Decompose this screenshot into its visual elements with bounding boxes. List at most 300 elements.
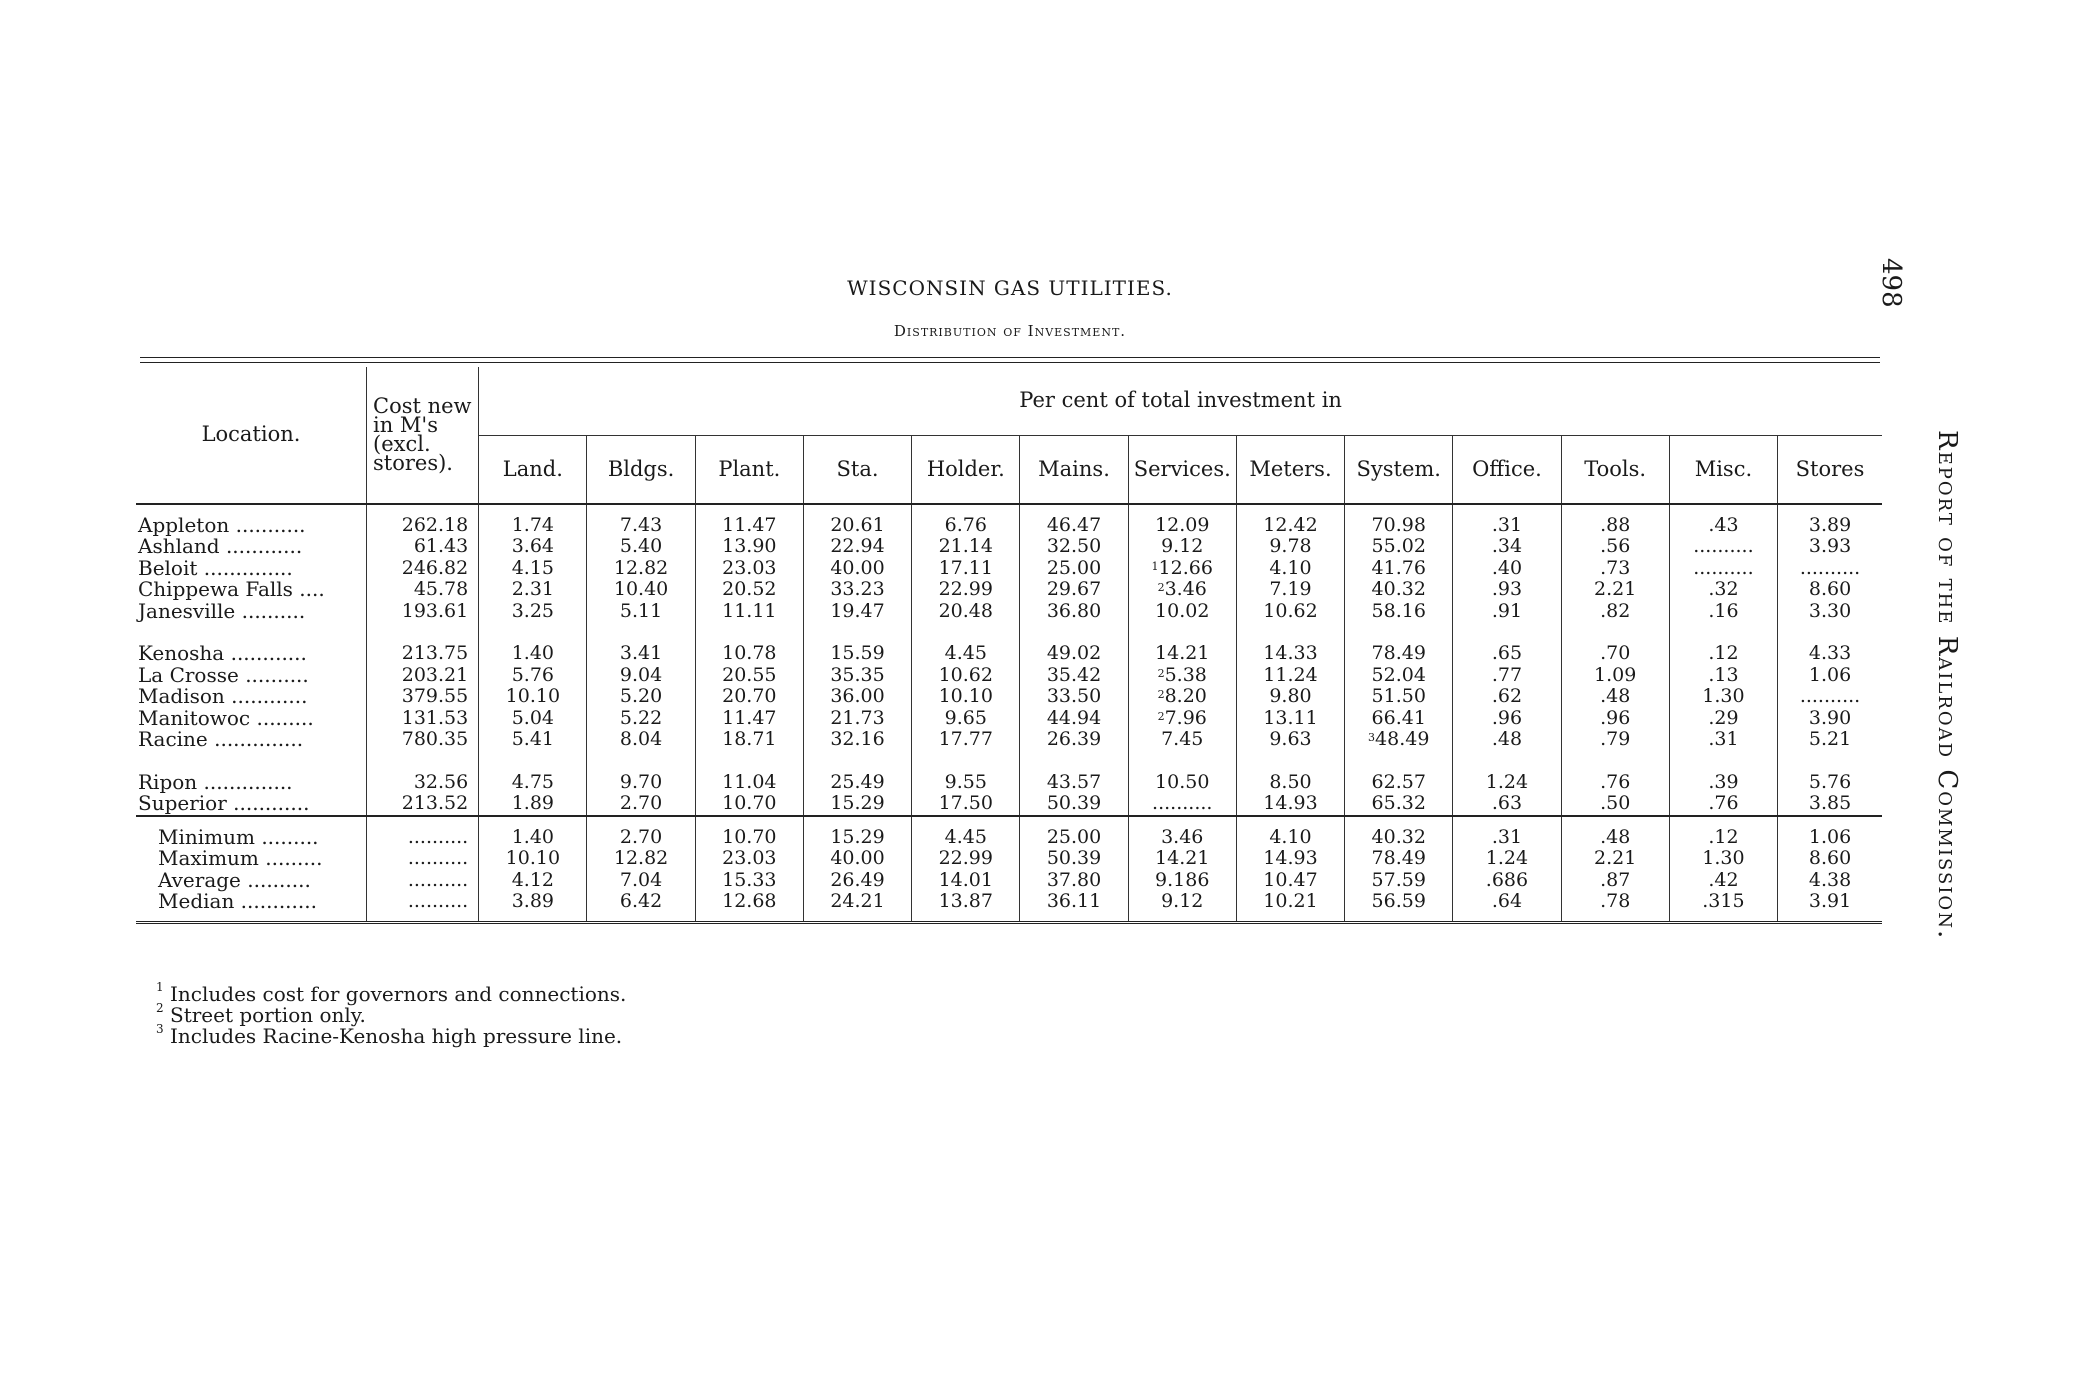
row-value: 14.01 [912, 870, 1020, 892]
row-value: .43 [1669, 515, 1777, 537]
row-value: 32.16 [803, 729, 911, 751]
row-cost: 379.55 [367, 686, 479, 708]
row-value: .64 [1453, 891, 1561, 913]
row-value: .91 [1453, 601, 1561, 623]
row-value: 2.21 [1561, 579, 1669, 601]
row-value: 43.57 [1020, 772, 1128, 794]
footnote-text: Includes cost for governors and connections. [170, 982, 627, 1006]
footnote-mark: 1 [156, 980, 164, 994]
row-value: 35.42 [1020, 665, 1128, 687]
row-value: 46.47 [1020, 515, 1128, 537]
cost-header-line: Cost new [373, 393, 472, 418]
row-value: .63 [1453, 793, 1561, 816]
row-value: .76 [1669, 793, 1777, 816]
row-value: 11.11 [695, 601, 803, 623]
row-value: 15.33 [695, 870, 803, 892]
row-value: 10.78 [695, 643, 803, 665]
row-value: .......... [1669, 558, 1777, 580]
column-header: Tools. [1561, 436, 1669, 504]
table-row [136, 536, 1882, 558]
row-value: 62.57 [1345, 772, 1453, 794]
row-value: 4.10 [1236, 827, 1344, 849]
row-value: 22.99 [912, 579, 1020, 601]
page-number: 498 [1876, 258, 1906, 308]
row-value: 66.41 [1345, 708, 1453, 730]
row-value: .39 [1669, 772, 1777, 794]
value-text: 5.38 [1164, 663, 1207, 686]
row-value: 26.49 [803, 870, 911, 892]
row-value: .16 [1669, 601, 1777, 623]
row-value: 32.50 [1020, 536, 1128, 558]
row-value: 13.90 [695, 536, 803, 558]
row-value: 1.09 [1561, 665, 1669, 687]
column-header: Sta. [803, 436, 911, 504]
table-row [136, 870, 1882, 892]
row-value: 11.24 [1236, 665, 1344, 687]
row-value: .56 [1561, 536, 1669, 558]
row-location: Racine .............. [138, 727, 304, 751]
row-value [1128, 558, 1236, 580]
cost-header [367, 367, 479, 504]
row-value: 13.11 [1236, 708, 1344, 730]
row-value: 65.32 [1345, 793, 1453, 816]
footnote-text: Includes Racine-Kenosha high pressure line. [170, 1024, 623, 1048]
column-header: System. [1345, 436, 1453, 504]
row-value: 10.10 [479, 848, 587, 870]
column-header: Bldgs. [587, 436, 695, 504]
row-value: 78.49 [1345, 848, 1453, 870]
footnote [156, 1024, 622, 1048]
row-value: 7.45 [1128, 729, 1236, 751]
row-value: 4.38 [1778, 870, 1882, 892]
row-value: 40.32 [1345, 827, 1453, 849]
row-value: 56.59 [1345, 891, 1453, 913]
row-value: .12 [1669, 643, 1777, 665]
row-value: .40 [1453, 558, 1561, 580]
row-value: 1.24 [1453, 848, 1561, 870]
row-value: 13.87 [912, 891, 1020, 913]
running-head: Report of the Railroad Commission. [1932, 430, 1962, 941]
row-cost: 193.61 [367, 601, 479, 623]
row-value: 10.47 [1236, 870, 1344, 892]
row-value: 3.25 [479, 601, 587, 623]
row-value: .29 [1669, 708, 1777, 730]
row-value: 14.93 [1236, 793, 1344, 816]
row-value: 35.35 [803, 665, 911, 687]
row-value: 50.39 [1020, 848, 1128, 870]
row-value: .48 [1561, 686, 1669, 708]
row-value: 36.11 [1020, 891, 1128, 913]
row-value: .65 [1453, 643, 1561, 665]
row-location: Average .......... [158, 867, 311, 892]
table-row [136, 708, 1882, 730]
row-value: 10.62 [1236, 601, 1344, 623]
row-value: 10.10 [912, 686, 1020, 708]
row-value: .315 [1669, 891, 1777, 913]
row-cost: 45.78 [367, 579, 479, 601]
row-value: 1.89 [479, 793, 587, 816]
row-value: 20.55 [695, 665, 803, 687]
cost-header-line: (excl. [373, 431, 431, 456]
row-value: .87 [1561, 870, 1669, 892]
row-value: 5.76 [1778, 772, 1882, 794]
column-header: Misc. [1669, 436, 1777, 504]
footnote-ref: 2 [1157, 581, 1165, 594]
row-value: 14.21 [1128, 643, 1236, 665]
row-value: .73 [1561, 558, 1669, 580]
row-value: .62 [1453, 686, 1561, 708]
row-value: 14.33 [1236, 643, 1344, 665]
row-location: Janesville .......... [138, 598, 306, 623]
row-value: 12.68 [695, 891, 803, 913]
row-value: .96 [1561, 708, 1669, 730]
row-value: 2.21 [1561, 848, 1669, 870]
row-cost: .......... [367, 870, 479, 892]
row-value: .31 [1453, 515, 1561, 537]
row-value: .78 [1561, 891, 1669, 913]
table-row [136, 827, 1882, 849]
row-value: 20.70 [695, 686, 803, 708]
row-value: 4.15 [479, 558, 587, 580]
row-location: La Crosse .......... [138, 662, 309, 687]
row-value: 12.42 [1236, 515, 1344, 537]
row-value: 70.98 [1345, 515, 1453, 537]
row-value: .......... [1669, 536, 1777, 558]
row-location: Kenosha ............ [138, 641, 307, 665]
row-value: .12 [1669, 827, 1777, 849]
row-value: 3.85 [1778, 793, 1882, 816]
row-value: 10.40 [587, 579, 695, 601]
footnote-ref: 2 [1157, 666, 1165, 680]
row-value: .......... [1778, 558, 1882, 580]
row-value: 40.00 [803, 558, 911, 580]
row-value: 3.41 [587, 643, 695, 665]
row-value: 10.50 [1128, 772, 1236, 794]
row-value: 20.52 [695, 579, 803, 601]
row-value: 10.02 [1128, 601, 1236, 623]
row-cost: .......... [367, 891, 479, 913]
row-value: 22.99 [912, 848, 1020, 870]
row-value: 3.89 [1778, 515, 1882, 537]
top-rule [140, 357, 1880, 358]
row-value: 12.82 [587, 558, 695, 580]
row-value: 26.39 [1020, 729, 1128, 751]
row-value: 6.76 [912, 515, 1020, 537]
row-value: 25.00 [1020, 558, 1128, 580]
column-header: Office. [1453, 436, 1561, 504]
table-row [136, 772, 1882, 794]
row-value: .76 [1561, 772, 1669, 794]
footnote-ref: 3 [1368, 731, 1376, 744]
row-value: 9.04 [587, 665, 695, 687]
row-value: 4.10 [1236, 558, 1344, 580]
footnote-mark: 3 [156, 1022, 164, 1036]
table-body [136, 504, 1882, 923]
value-text: 7.96 [1164, 706, 1207, 729]
row-location: Appleton ........... [138, 512, 306, 537]
table-row [136, 665, 1882, 687]
row-location: Manitowoc ......... [138, 705, 314, 730]
row-value: .32 [1669, 579, 1777, 601]
row-value: .50 [1561, 793, 1669, 816]
row-location: Beloit .............. [138, 555, 293, 580]
row-value: .......... [1778, 686, 1882, 708]
table-row [136, 729, 1882, 751]
row-value: 1.06 [1778, 827, 1882, 849]
row-value: .70 [1561, 643, 1669, 665]
row-value: .93 [1453, 579, 1561, 601]
column-header: Services. [1128, 436, 1236, 504]
row-value [1128, 665, 1236, 687]
row-value: 1.40 [479, 643, 587, 665]
group-gap [136, 622, 1882, 643]
row-cost: 131.53 [367, 708, 479, 730]
table-row [136, 793, 1882, 816]
row-value: 36.00 [803, 686, 911, 708]
row-cost: 213.52 [367, 793, 479, 816]
row-value: 1.24 [1453, 772, 1561, 794]
group-gap [136, 751, 1882, 772]
row-value: 17.50 [912, 793, 1020, 816]
row-value: 10.10 [479, 686, 587, 708]
row-value: .42 [1669, 870, 1777, 892]
row-value: 24.21 [803, 891, 911, 913]
row-value: .48 [1453, 729, 1561, 751]
row-value: 2.70 [587, 827, 695, 849]
row-value: 49.02 [1020, 643, 1128, 665]
row-cost: 780.35 [367, 729, 479, 751]
row-value: 36.80 [1020, 601, 1128, 623]
row-location: Superior ............ [138, 791, 310, 815]
row-value: 4.75 [479, 772, 587, 794]
row-value: .686 [1453, 870, 1561, 892]
row-value: 5.04 [479, 708, 587, 730]
row-value: 5.40 [587, 536, 695, 558]
row-cost: 262.18 [367, 515, 479, 537]
page-title: WISCONSIN GAS UTILITIES. [847, 276, 1173, 300]
row-value: 9.63 [1236, 729, 1344, 751]
row-value: 20.48 [912, 601, 1020, 623]
row-value: 1.06 [1778, 665, 1882, 687]
row-cost: 203.21 [367, 665, 479, 687]
row-value: 33.23 [803, 579, 911, 601]
row-value: 4.45 [912, 643, 1020, 665]
row-value: 57.59 [1345, 870, 1453, 892]
row-value: 11.47 [695, 515, 803, 537]
footnote-text: Street portion only. [170, 1003, 366, 1027]
footnote-mark: 2 [156, 1001, 164, 1015]
row-value: .82 [1561, 601, 1669, 623]
row-value: 5.11 [587, 601, 695, 623]
row-value: 29.67 [1020, 579, 1128, 601]
column-header: Holder. [912, 436, 1020, 504]
row-value: 12.09 [1128, 515, 1236, 537]
column-header: Stores [1778, 436, 1882, 504]
column-header: Land. [479, 436, 587, 504]
row-value: 25.49 [803, 772, 911, 794]
row-value: 20.61 [803, 515, 911, 537]
row-value: 9.78 [1236, 536, 1344, 558]
row-value: 10.70 [695, 793, 803, 816]
row-value: 10.70 [695, 827, 803, 849]
row-cost: 32.56 [367, 772, 479, 794]
row-cost: .......... [367, 848, 479, 870]
row-value: 8.50 [1236, 772, 1344, 794]
table-row [136, 515, 1882, 537]
row-value: 15.29 [803, 793, 911, 816]
row-value: .31 [1669, 729, 1777, 751]
row-value: .48 [1561, 827, 1669, 849]
table-row [136, 891, 1882, 913]
row-value: 52.04 [1345, 665, 1453, 687]
value-text: 48.49 [1375, 728, 1430, 750]
row-value: 78.49 [1345, 643, 1453, 665]
row-value: 9.55 [912, 772, 1020, 794]
row-cost: 213.75 [367, 643, 479, 665]
table-end-rule [136, 913, 1882, 923]
location-header: Location. [201, 422, 301, 446]
row-value: 10.21 [1236, 891, 1344, 913]
footnote-ref: 1 [1151, 559, 1159, 573]
row-value: 55.02 [1345, 536, 1453, 558]
row-cost: 61.43 [367, 536, 479, 558]
table-row [136, 643, 1882, 665]
row-value: 14.21 [1128, 848, 1236, 870]
row-location: Minimum ......... [158, 824, 319, 849]
row-value: 1.74 [479, 515, 587, 537]
row-value: 17.11 [912, 558, 1020, 580]
row-value: .13 [1669, 665, 1777, 687]
row-value: .77 [1453, 665, 1561, 687]
row-value: 5.21 [1778, 729, 1882, 751]
column-header: Plant. [695, 436, 803, 504]
row-value: .79 [1561, 729, 1669, 751]
row-value: .......... [1128, 793, 1236, 816]
value-text: 8.20 [1164, 685, 1207, 707]
row-location: Madison ............ [138, 684, 308, 708]
row-location: Maximum ......... [158, 846, 323, 870]
row-value: 1.40 [479, 827, 587, 849]
row-value: 21.14 [912, 536, 1020, 558]
row-value: 23.03 [695, 558, 803, 580]
row-value: 15.29 [803, 827, 911, 849]
row-value: 4.45 [912, 827, 1020, 849]
row-value: 18.71 [695, 729, 803, 751]
top-rule-2 [140, 362, 1880, 363]
row-value: 37.80 [1020, 870, 1128, 892]
table-row [136, 848, 1882, 870]
row-value: 2.70 [587, 793, 695, 816]
row-value: 4.33 [1778, 643, 1882, 665]
row-location: Chippewa Falls .... [138, 577, 325, 601]
row-cost: .......... [367, 827, 479, 849]
row-value: 3.91 [1778, 891, 1882, 913]
row-value: 3.64 [479, 536, 587, 558]
row-value: 9.12 [1128, 536, 1236, 558]
summary-separator [136, 816, 1882, 827]
row-value: 5.22 [587, 708, 695, 730]
row-value: 4.12 [479, 870, 587, 892]
investment-table [136, 367, 1882, 924]
row-value: 33.50 [1020, 686, 1128, 708]
row-value: 7.04 [587, 870, 695, 892]
row-value: 9.186 [1128, 870, 1236, 892]
row-value: 2.31 [479, 579, 587, 601]
row-value: 44.94 [1020, 708, 1128, 730]
row-value: 58.16 [1345, 601, 1453, 623]
column-header: Mains. [1020, 436, 1128, 504]
table-row [136, 579, 1882, 601]
row-value: 8.04 [587, 729, 695, 751]
row-location: Median ............ [158, 889, 317, 913]
row-value: .96 [1453, 708, 1561, 730]
row-value: 1.30 [1669, 848, 1777, 870]
row-value: 7.43 [587, 515, 695, 537]
cost-header-line: stores). [373, 450, 453, 475]
row-value: 3.89 [479, 891, 587, 913]
row-value: 25.00 [1020, 827, 1128, 849]
row-value: 40.32 [1345, 579, 1453, 601]
row-cost: 246.82 [367, 558, 479, 580]
value-text: 12.66 [1158, 556, 1213, 579]
row-value [1345, 729, 1453, 751]
row-value [1128, 708, 1236, 730]
row-value: 3.46 [1128, 827, 1236, 849]
footnote-ref: 2 [1157, 709, 1165, 723]
row-value: 51.50 [1345, 686, 1453, 708]
row-value: 9.65 [912, 708, 1020, 730]
row-value: 3.93 [1778, 536, 1882, 558]
table-row [136, 558, 1882, 580]
row-value: 9.70 [587, 772, 695, 794]
group-header: Per cent of total investment in [479, 367, 1882, 436]
row-value: 21.73 [803, 708, 911, 730]
row-value: 9.12 [1128, 891, 1236, 913]
column-header: Meters. [1236, 436, 1344, 504]
footnote-ref: 2 [1157, 688, 1165, 701]
row-value: 41.76 [1345, 558, 1453, 580]
row-value: 7.19 [1236, 579, 1344, 601]
header-separator [136, 504, 1882, 515]
row-value [1128, 686, 1236, 708]
table-row [136, 601, 1882, 623]
row-value: 5.41 [479, 729, 587, 751]
row-value [1128, 579, 1236, 601]
row-value: 11.47 [695, 708, 803, 730]
row-value: .88 [1561, 515, 1669, 537]
row-value: 3.90 [1778, 708, 1882, 730]
page-subtitle: Distribution of Investment. [893, 322, 1127, 340]
row-value: 50.39 [1020, 793, 1128, 816]
row-value: 10.62 [912, 665, 1020, 687]
cost-header-line: in M's [373, 412, 438, 437]
row-value: 6.42 [587, 891, 695, 913]
row-location: Ashland ............ [138, 534, 303, 558]
row-value: 3.30 [1778, 601, 1882, 623]
row-value: 1.30 [1669, 686, 1777, 708]
row-value: 12.82 [587, 848, 695, 870]
table-row [136, 686, 1882, 708]
row-value: 5.20 [587, 686, 695, 708]
row-value: 40.00 [803, 848, 911, 870]
row-value: 8.60 [1778, 579, 1882, 601]
row-value: 8.60 [1778, 848, 1882, 870]
row-value: 19.47 [803, 601, 911, 623]
row-value: 5.76 [479, 665, 587, 687]
row-value: 9.80 [1236, 686, 1344, 708]
row-location: Ripon .............. [138, 769, 293, 794]
row-value: 14.93 [1236, 848, 1344, 870]
